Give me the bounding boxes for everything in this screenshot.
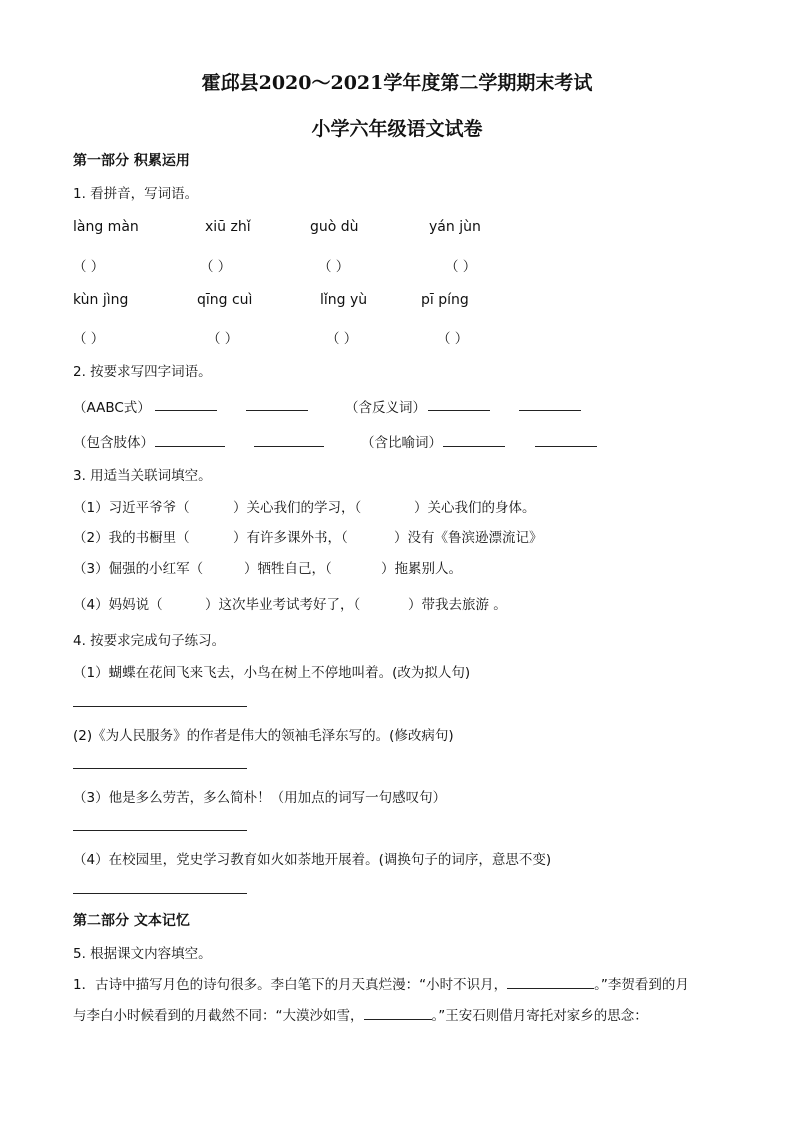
q1-answer-blank[interactable]: （ ） [73,259,105,275]
q5-prompt: 5. 根据课文内容填空。 [73,946,212,962]
q2-answer-line[interactable] [155,446,225,447]
q2-prompt: 2. 按要求写四字词语。 [73,364,212,380]
q2-answer-line[interactable] [443,446,505,447]
q4-answer-line[interactable] [73,893,247,894]
q2-answer-line[interactable] [155,410,217,411]
q5-line-1-start: 1．古诗中描写月色的诗句很多。李白笔下的月天真烂漫：“小时不识月， [73,977,508,993]
q1-pinyin-1: làng màn [73,219,139,235]
q1-pinyin-3: guò dù [310,219,359,235]
q4-item-2: (2)《为人民服务》的作者是伟大的领袖毛泽东写的。(修改病句) [73,728,454,744]
q4-answer-line[interactable] [73,768,247,769]
q1-answer-blank[interactable]: （ ） [207,331,239,347]
q4-prompt: 4. 按要求完成句子练习。 [73,633,226,649]
q4-item-1: （1）蝴蝶在花间飞来飞去，小鸟在树上不停地叫着。(改为拟人句) [73,665,471,681]
q1-pinyin-6: qīng cuì [197,292,253,308]
q2-answer-line[interactable] [254,446,324,447]
q1-answer-blank[interactable]: （ ） [318,259,350,275]
q3-item-3-part-b: ）牺牲自己，（ [244,561,332,577]
q1-answer-blank[interactable]: （ ） [326,331,358,347]
q5-line-2 [73,1004,648,1024]
q3-item-2-part-c: ）没有《鲁滨逊漂流记》 [394,530,543,546]
q1-answer-blank[interactable]: （ ） [200,259,232,275]
exam-subtitle: 小学六年级语文试卷 [311,118,483,140]
q3-item-3-part-c: ）拖累别人。 [381,561,462,577]
q3-item-2-part-a: （2）我的书橱里（ [73,530,190,546]
q3-prompt: 3. 用适当关联词填空。 [73,468,212,484]
q5-line-2-end: 。”王安石则借月寄托对家乡的思念： [431,1008,648,1024]
q2-answer-line[interactable] [246,410,308,411]
q1-prompt: 1. 看拼音，写词语。 [73,186,199,202]
q1-pinyin-5: kùn jìng [73,292,129,308]
q4-answer-line[interactable] [73,706,247,707]
q5-line-2-start: 与李白小时候看到的月截然不同：“大漠沙如雪， [73,1008,364,1024]
q2-aabc-label: （AABC式） [73,400,151,416]
q1-pinyin-8: pī píng [421,292,469,308]
q2-metaphor-label: （含比喻词） [361,435,442,451]
q3-item-1-part-c: ）关心我们的身体。 [414,500,536,516]
q1-pinyin-4: yán jùn [429,219,481,235]
q1-answer-blank[interactable]: （ ） [445,259,477,275]
q2-answer-line[interactable] [519,410,581,411]
q2-answer-line[interactable] [535,446,597,447]
q4-item-3: （3）他是多么劳苦，多么简朴！（用加点的词写一句感叹句） [73,790,447,806]
q5-line-1 [73,973,689,993]
q5-answer-blank[interactable] [507,976,594,989]
q5-line-1-end: 。”李贺看到的月 [594,977,689,993]
q3-item-2-part-b: ）有许多课外书，（ [233,530,348,546]
q3-item-1-part-a: （1）习近平爷爷（ [73,500,190,516]
q4-answer-line[interactable] [73,830,247,831]
q1-pinyin-2: xiū zhǐ [205,219,251,235]
q3-item-4-part-a: （4）妈妈说（ [73,597,163,613]
q3-item-4-part-c: ）带我去旅游 。 [408,597,507,613]
part2-heading: 第二部分 文本记忆 [73,913,190,929]
q5-answer-blank[interactable] [364,1007,432,1020]
part1-heading: 第一部分 积累运用 [73,153,190,169]
q1-pinyin-7: lǐng yù [320,292,368,308]
q2-answer-line[interactable] [428,410,490,411]
exam-title: 霍邱县2020～2021学年度第二学期期末考试 [201,72,593,94]
q1-answer-blank[interactable]: （ ） [437,331,469,347]
q2-antonym-label: （含反义词） [345,400,426,416]
q3-item-3-part-a: （3）倔强的小红军（ [73,561,204,577]
q1-answer-blank[interactable]: （ ） [73,331,105,347]
q3-item-1-part-b: ）关心我们的学习，（ [233,500,362,516]
q4-item-4: （4）在校园里，党史学习教育如火如荼地开展着。(调换句子的词序，意思不变) [73,852,552,868]
q3-item-4-part-b: ）这次毕业考试考好了，（ [205,597,361,613]
q2-body-label: （包含肢体） [73,435,154,451]
